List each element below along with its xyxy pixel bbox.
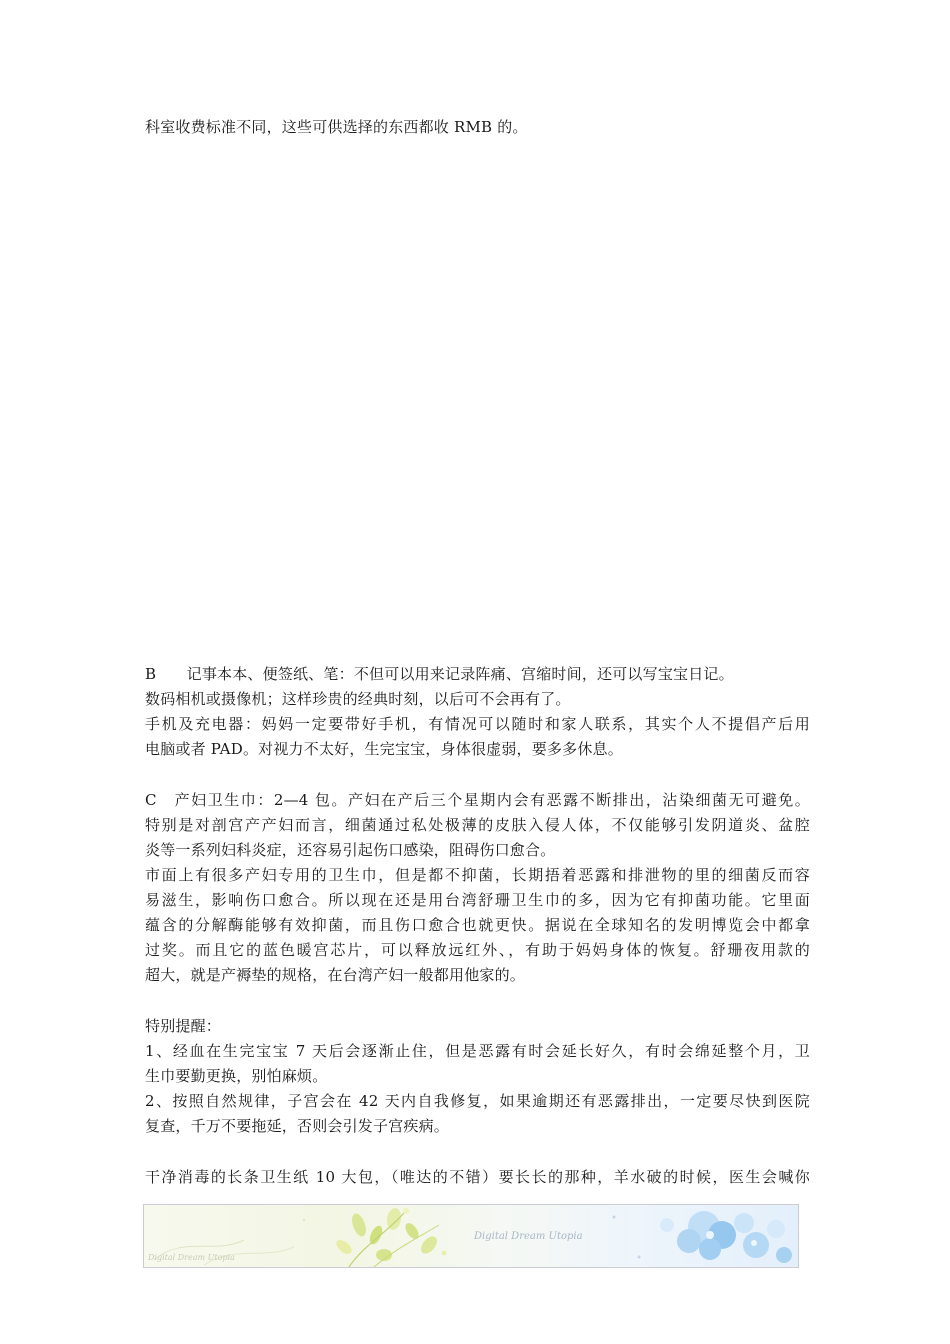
text-line-10: 易滋生，影响伤口愈合。所以现在还是用台湾舒珊卫生巾的多，因为它有抑菌功能。它里面 [145,891,810,909]
decorative-banner-image [143,1204,799,1268]
text-line-1: 科室收费标准不同，这些可供选择的东西都收 RMB 的。 [145,118,528,136]
text-line-4: 手机及充电器：妈妈一定要带好手机，有情况可以随时和家人联系，其实个人不提倡产后用 [145,715,810,733]
text-line-14: 特别提醒： [145,1017,222,1035]
text-line-13: 超大，就是产褥垫的规格，在台湾产妇一般都用他家的。 [145,966,526,984]
text-line-7: 特别是对剖宫产产妇而言，细菌通过私处极薄的皮肤入侵人体，不仅能够引发阴道炎、盆腔 [145,816,810,834]
text-line-18: 复查，千万不要拖延，否则会引发子宫疾病。 [145,1117,450,1135]
banner-watermark: Digital Dream Utopia [148,1253,235,1262]
text-line-5: 电脑或者 PAD。对视力不太好，生完宝宝，身体很虚弱，要多多休息。 [145,740,623,758]
text-line-9: 市面上有很多产妇专用的卫生巾，但是都不抑菌，长期捂着恶露和排泄物的里的细菌反而容 [145,866,810,884]
floral-decoration-icon [144,1205,798,1267]
text-line-3: 数码相机或摄像机；这样珍贵的经典时刻，以后可不会再有了。 [145,690,571,708]
text-line-6: C 产妇卫生巾：2—4 包。产妇在产后三个星期内会有恶露不断排出，沾染细菌无可避免。 [145,791,810,809]
text-line-19: 干净消毒的长条卫生纸 10 大包，（唯达的不错）要长长的那种，羊水破的时候，医生会喊你 [145,1168,810,1186]
text-line-12: 过奖。而且它的蓝色暖宫芯片，可以释放远红外、，有助于妈妈身体的恢复。舒珊夜用款的 [145,941,810,959]
text-line-16: 生巾要勤更换，别怕麻烦。 [145,1067,328,1085]
text-line-8: 炎等一系列妇科炎症，还容易引起伤口感染，阻碍伤口愈合。 [145,841,556,859]
text-line-2: B 记事本本、便签纸、笔：不但可以用来记录阵痛、宫缩时间，还可以写宝宝日记。 [145,665,734,683]
text-line-17: 2、按照自然规律，子宫会在 42 天内自我修复，如果逾期还有恶露排出，一定要尽快到医院 [145,1092,810,1110]
text-line-11: 蕴含的分解酶能够有效抑菌，而且伤口愈合也就更快。据说在全球知名的发明博览会中都拿 [145,916,810,934]
banner-caption: Digital Dream Utopia [474,1231,583,1242]
text-line-15: 1、经血在生完宝宝 7 天后会逐渐止住，但是恶露有时会延长好久，有时会绵延整个月，卫 [145,1042,810,1060]
